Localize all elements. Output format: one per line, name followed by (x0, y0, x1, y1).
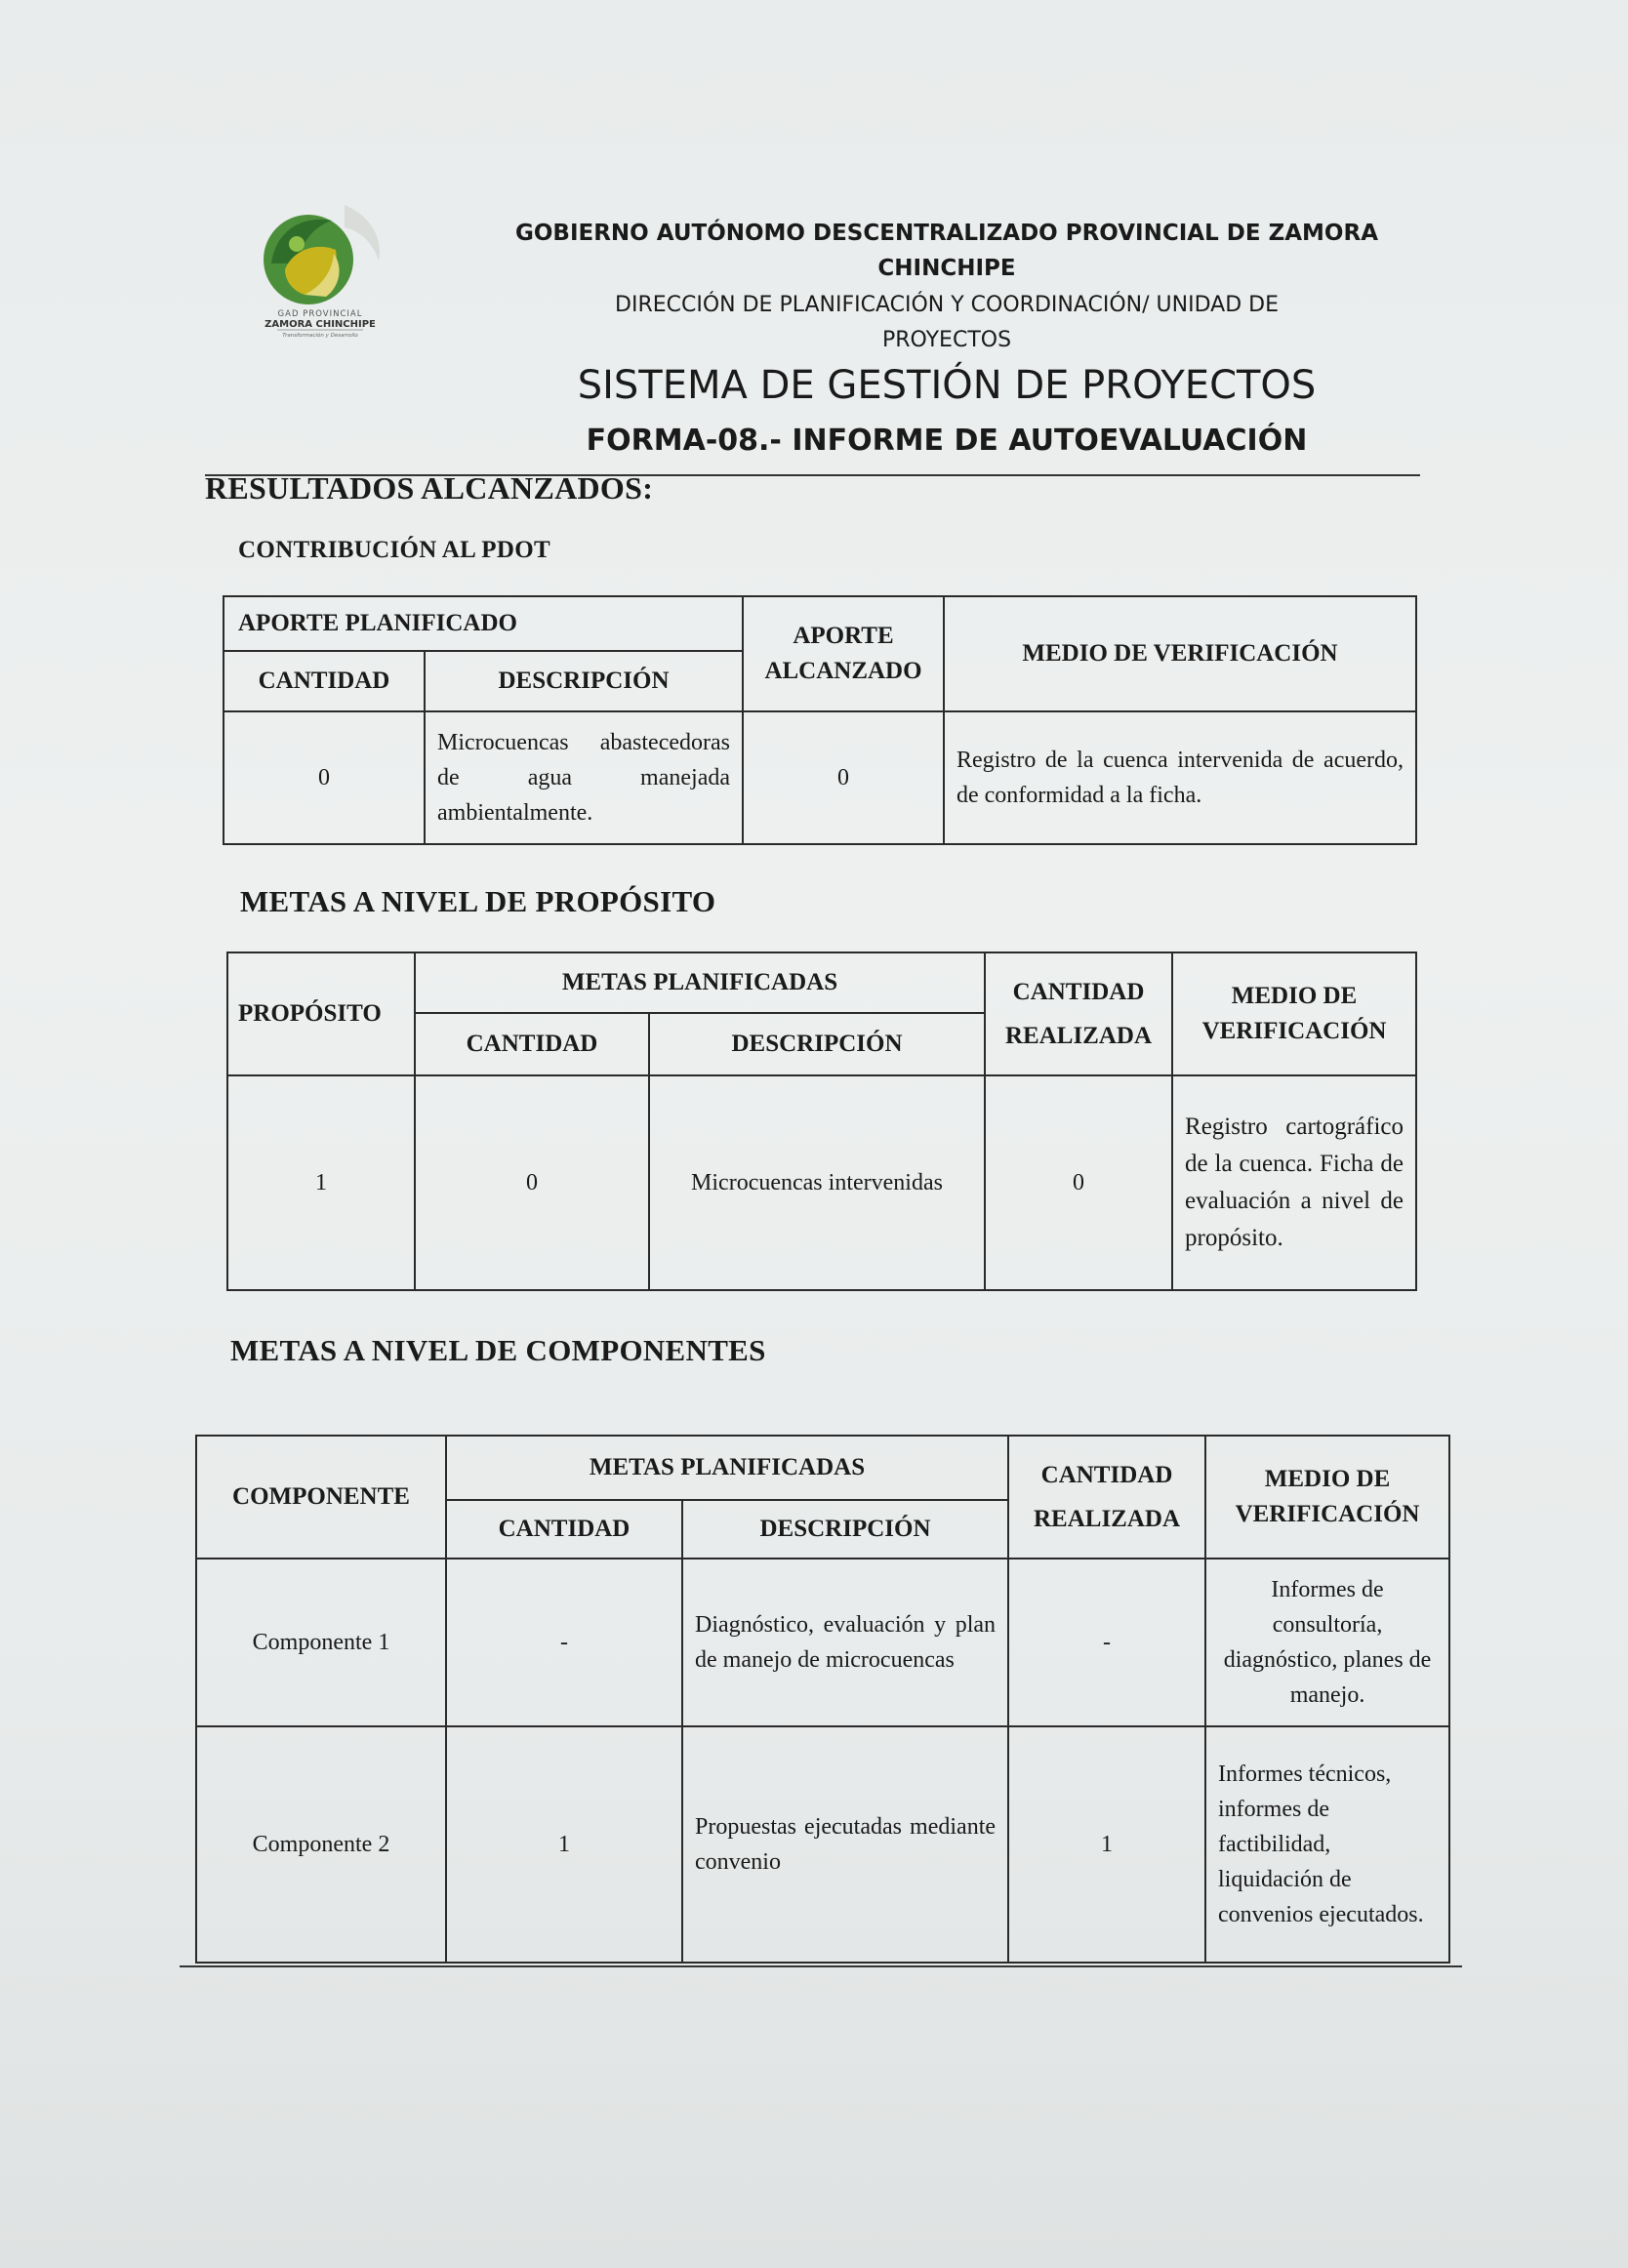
pdot-header-cantidad: CANTIDAD (224, 651, 425, 711)
componente-1-cell-medio: Informes de consultoría, diagnóstico, planes de manejo. (1205, 1559, 1449, 1726)
proposito-header-realizada (985, 952, 1172, 1075)
logo-text-2: ZAMORA CHINCHIPE (265, 319, 376, 330)
componentes-table (195, 1435, 1450, 1964)
gad-provincial-logo (242, 193, 398, 340)
pdot-header-aporte-alcanzado (743, 596, 944, 711)
pdot-cell-medio: Registro de la cuenca intervenida de acuerdo, de conformidad a la ficha. (944, 711, 1416, 844)
pdot-cell-descripcion: Microcuencas abastecedoras de agua manejada ambientalmente. (425, 711, 743, 844)
componentes-header-realizada-l1: CANTIDAD (1040, 1462, 1173, 1488)
proposito-table (226, 952, 1417, 1291)
componentes-header-componente: COMPONENTE (196, 1436, 446, 1559)
proposito-header-realizada-l2: REALIZADA (1005, 1023, 1153, 1049)
componentes-header-medio (1205, 1436, 1449, 1559)
pdot-cell-aporte-alcanzado: 0 (743, 711, 944, 844)
componentes-header-metas: METAS PLANIFICADAS (446, 1436, 1008, 1500)
proposito-header-medio (1172, 952, 1416, 1075)
results-title: RESULTADOS ALCANZADOS: (205, 470, 654, 506)
componentes-header-cantidad: CANTIDAD (446, 1500, 682, 1559)
componente-1-cell-name: Componente 1 (196, 1559, 446, 1726)
pdot-header-aporte-alcanzado-l2: ALCANZADO (764, 658, 922, 684)
proposito-header-descripcion: DESCRIPCIÓN (649, 1013, 985, 1075)
componentes-header-realizada (1008, 1436, 1205, 1559)
componente-2-cell-descripcion: Propuestas ejecutadas mediante convenio (682, 1726, 1008, 1963)
logo-text-3: Transformación y Desarrollo (282, 333, 358, 339)
componentes-section-title: METAS A NIVEL DE COMPONENTES (230, 1333, 766, 1367)
componente-1-cell-descripcion: Diagnóstico, evaluación y plan de manejo de microcuencas (682, 1559, 1008, 1726)
proposito-header-metas: METAS PLANIFICADAS (415, 952, 985, 1013)
header-dir-line1: DIRECCIÓN DE PLANIFICACIÓN Y COORDINACIÓN/ UNIDAD DE (615, 293, 1279, 317)
proposito-header-cantidad: CANTIDAD (415, 1013, 649, 1075)
system-title: SISTEMA DE GESTIÓN DE PROYECTOS (577, 363, 1317, 408)
table-row (227, 1075, 1416, 1290)
componente-2-cell-cantidad: 1 (446, 1726, 682, 1963)
proposito-cell-descripcion: Microcuencas intervenidas (649, 1075, 985, 1290)
proposito-section-title: METAS A NIVEL DE PROPÓSITO (240, 884, 716, 918)
pdot-cell-cantidad: 0 (224, 711, 425, 844)
proposito-header-medio-l2: VERIFICACIÓN (1201, 1018, 1387, 1044)
componente-1-cell-realizada: - (1008, 1559, 1205, 1726)
pdot-header-descripcion: DESCRIPCIÓN (425, 651, 743, 711)
proposito-header-proposito: PROPÓSITO (227, 952, 415, 1075)
componente-2-cell-medio: Informes técnicos, informes de factibilidad, liquidación de convenios ejecutados. (1205, 1726, 1449, 1963)
table-row (224, 711, 1416, 844)
componente-2-cell-name: Componente 2 (196, 1726, 446, 1963)
pdot-table (223, 595, 1417, 845)
proposito-cell-medio: Registro cartográfico de la cuenca. Ficha de evaluación a nivel de propósito. (1172, 1075, 1416, 1290)
form-title: FORMA-08.- INFORME DE AUTOEVALUACIÓN (586, 424, 1308, 458)
proposito-cell-cantidad: 0 (415, 1075, 649, 1290)
componentes-header-realizada-l2: REALIZADA (1034, 1506, 1181, 1532)
bottom-divider (180, 1965, 1462, 1967)
header-dir-line2: PROYECTOS (881, 328, 1012, 352)
proposito-cell-realizada: 0 (985, 1075, 1172, 1290)
componente-2-cell-realizada: 1 (1008, 1726, 1205, 1963)
pdot-header-aporte-planificado: APORTE PLANIFICADO (224, 596, 743, 651)
table-row (196, 1559, 1449, 1726)
proposito-cell-proposito: 1 (227, 1075, 415, 1290)
proposito-header-realizada-l1: CANTIDAD (1012, 979, 1145, 1005)
componentes-header-medio-l2: VERIFICACIÓN (1235, 1501, 1420, 1527)
header-org-line2: CHINCHIPE (877, 256, 1016, 281)
componentes-header-medio-l1: MEDIO DE (1264, 1465, 1391, 1492)
proposito-header-medio-l1: MEDIO DE (1231, 982, 1358, 1009)
componentes-header-descripcion: DESCRIPCIÓN (682, 1500, 1008, 1559)
logo-text-1: GAD PROVINCIAL (277, 309, 363, 319)
table-row (196, 1726, 1449, 1963)
pdot-section-title: CONTRIBUCIÓN AL PDOT (238, 537, 550, 563)
pdot-header-medio: MEDIO DE VERIFICACIÓN (944, 596, 1416, 711)
pdot-header-aporte-alcanzado-l1: APORTE (793, 622, 894, 649)
header-org-line1: GOBIERNO AUTÓNOMO DESCENTRALIZADO PROVINCIAL DE ZAMORA (514, 221, 1378, 246)
componente-1-cell-cantidad: - (446, 1559, 682, 1726)
